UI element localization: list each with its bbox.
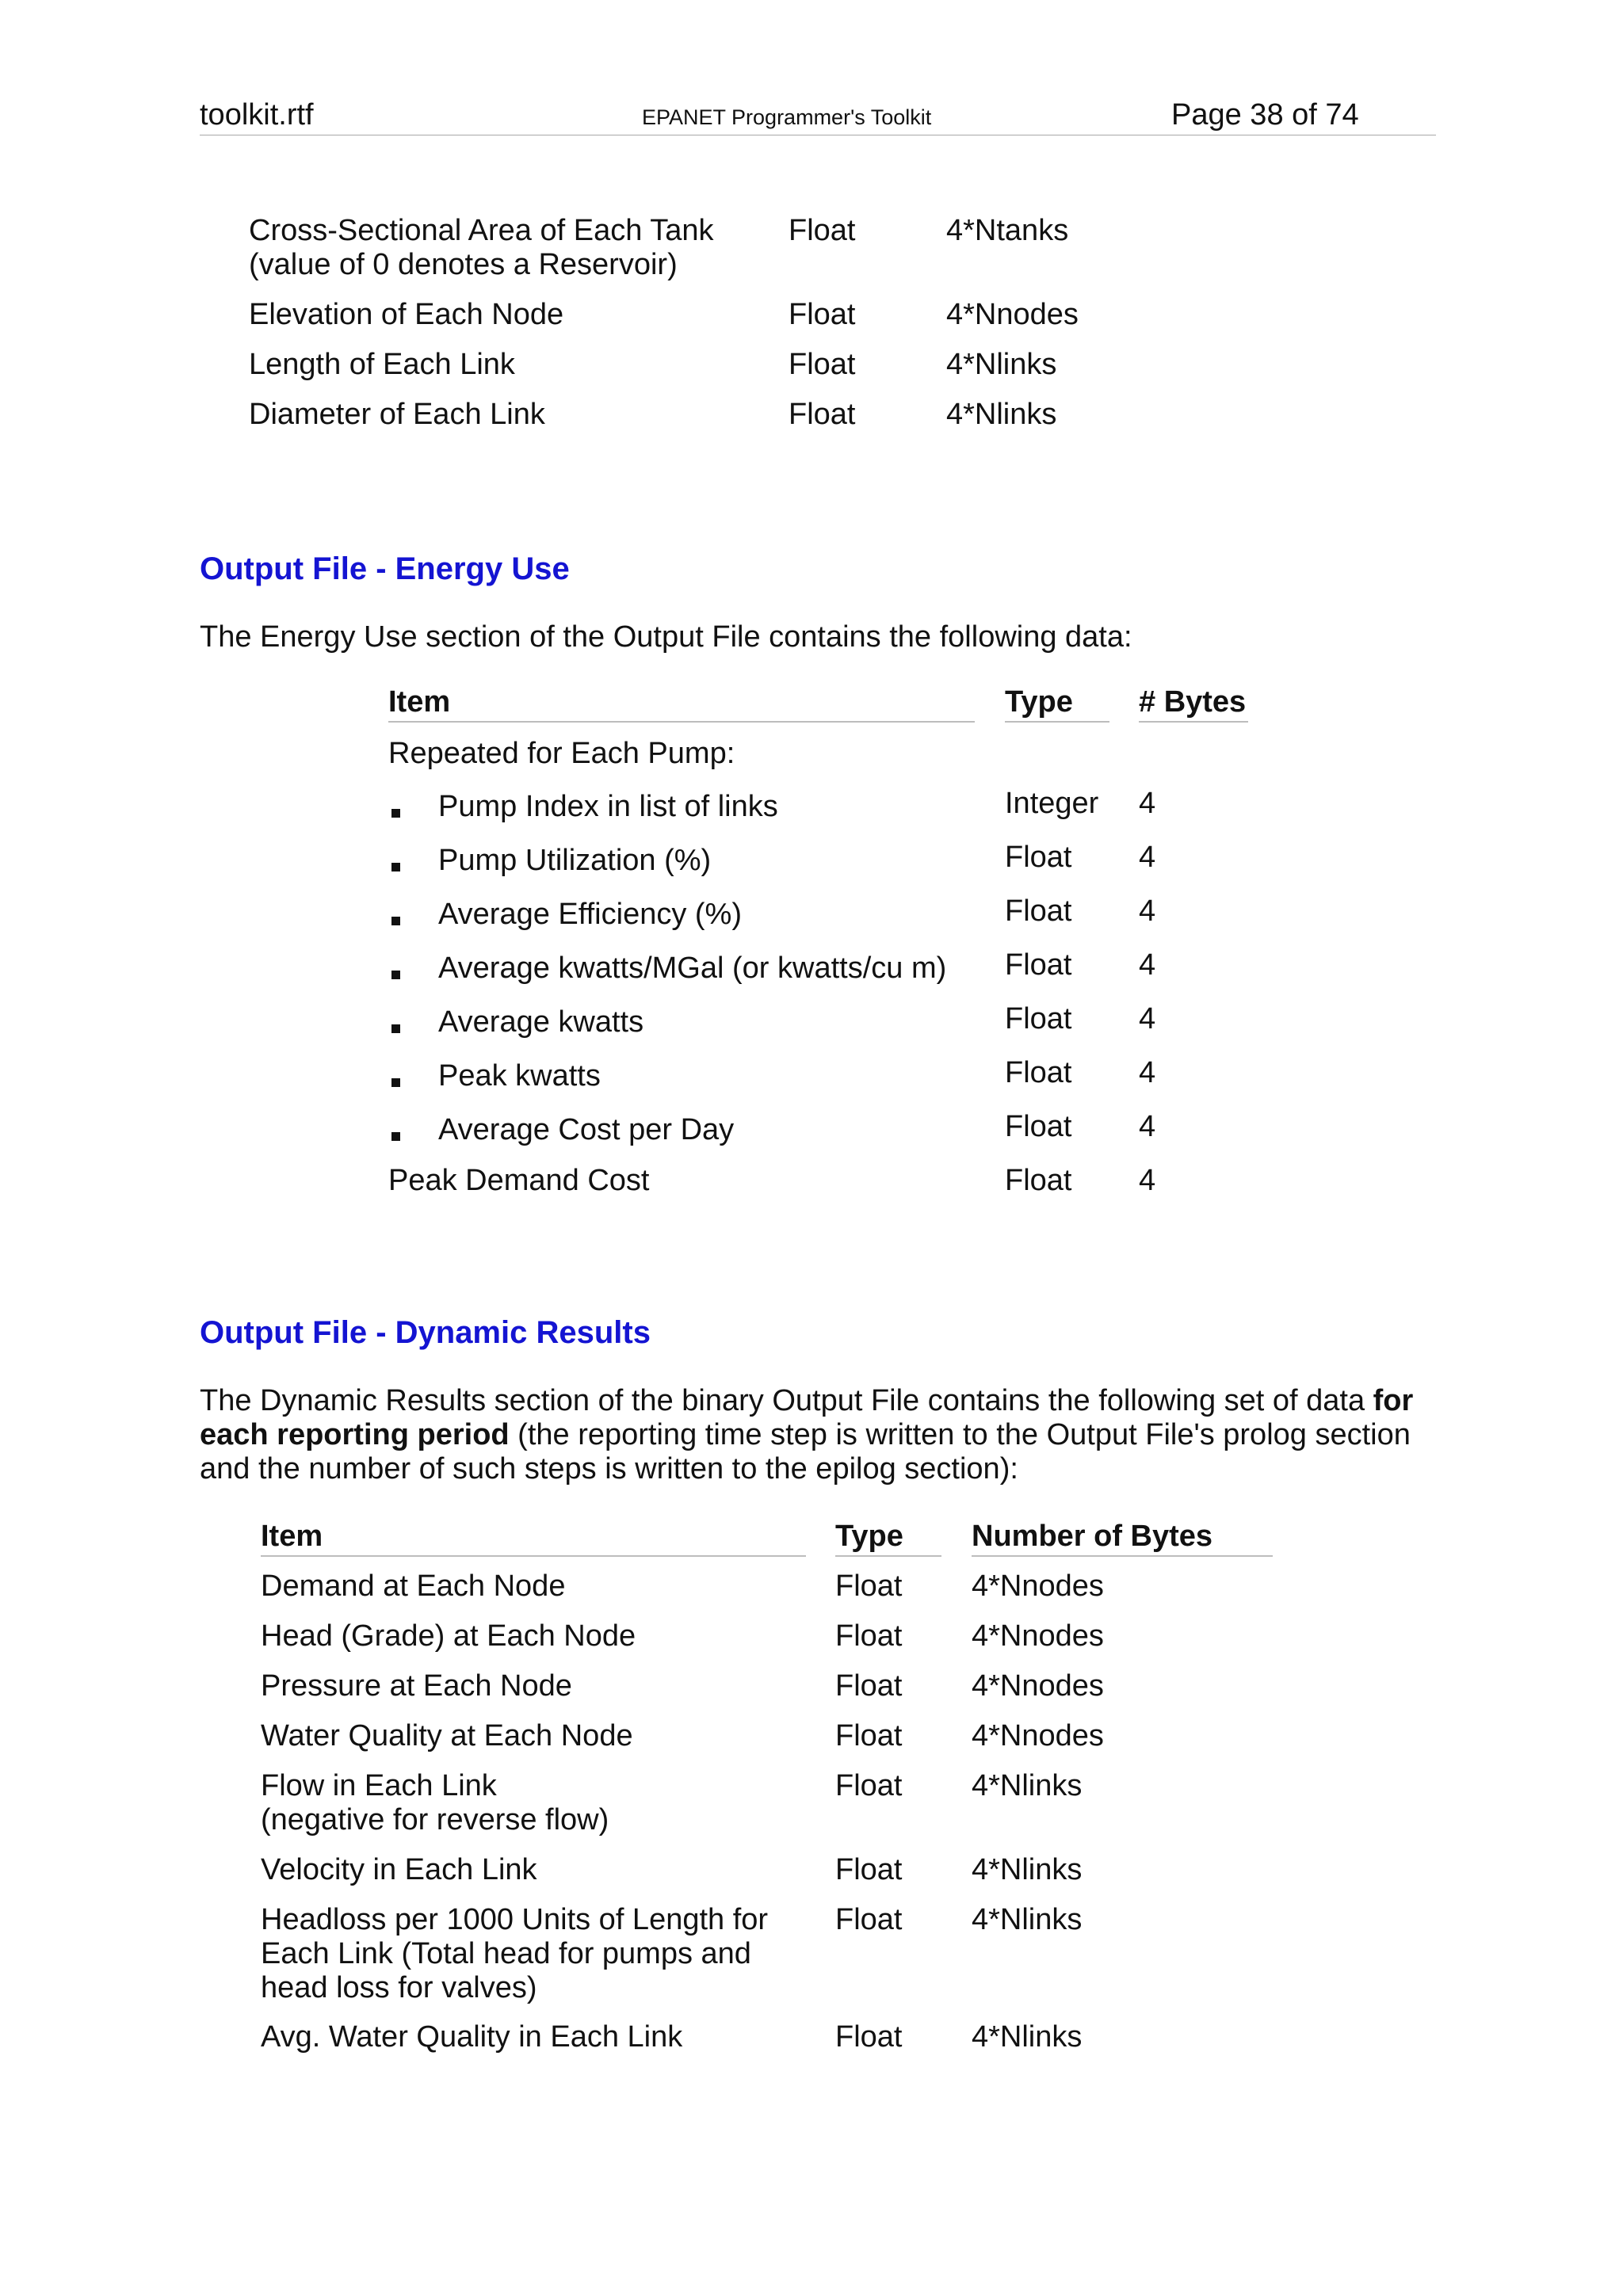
top-row-3-item: Length of Each Link bbox=[249, 348, 515, 381]
energy-intro-text: The Energy Use section of the Output File contains the following data: bbox=[200, 620, 1132, 654]
dyn-row-3-bytes: 4*Nnodes bbox=[972, 1669, 1104, 1703]
dynamic-col-bytes-underline bbox=[972, 1555, 1273, 1557]
top-row-1-item-line-2: (value of 0 denotes a Reservoir) bbox=[249, 248, 678, 281]
pump-row-4-item: Average kwatts/MGal (or kwatts/cu m) bbox=[438, 952, 947, 985]
dyn-row-2-bytes: 4*Nnodes bbox=[972, 1619, 1104, 1653]
dynamic-intro-line-1 bbox=[200, 1384, 1413, 1418]
dyn-row-4-bytes: 4*Nnodes bbox=[972, 1719, 1104, 1753]
pump-row-7-type: Float bbox=[1005, 1110, 1072, 1143]
bullet-icon bbox=[391, 971, 400, 979]
dyn-row-7-type: Float bbox=[835, 1903, 903, 1936]
dyn-row-7-item-line-2: Each Link (Total head for pumps and bbox=[261, 1937, 751, 1970]
dyn-row-3-item: Pressure at Each Node bbox=[261, 1669, 572, 1703]
energy-col-bytes-underline bbox=[1139, 721, 1248, 723]
bullet-icon bbox=[391, 1078, 400, 1087]
pump-row-5-type: Float bbox=[1005, 1002, 1072, 1035]
dyn-row-8-type: Float bbox=[835, 2020, 903, 2054]
dyn-row-6-type: Float bbox=[835, 1853, 903, 1886]
top-row-1-bytes: 4*Ntanks bbox=[946, 214, 1069, 247]
bullet-icon bbox=[391, 917, 400, 925]
top-row-4-bytes: 4*Nlinks bbox=[946, 398, 1057, 431]
top-row-2-item: Elevation of Each Node bbox=[249, 298, 564, 331]
dynamic-section-heading: Output File - Dynamic Results bbox=[200, 1315, 651, 1350]
bullet-icon bbox=[391, 809, 400, 818]
bullet-icon bbox=[391, 863, 400, 871]
dynamic-intro-line-2-text: (the reporting time step is written to the Output File's prolog section bbox=[509, 1418, 1411, 1451]
dynamic-intro-line-2 bbox=[200, 1418, 1411, 1452]
pump-row-3-item: Average Efficiency (%) bbox=[438, 898, 742, 931]
dyn-row-7-bytes: 4*Nlinks bbox=[972, 1903, 1083, 1936]
energy-col-item-underline bbox=[388, 721, 975, 723]
top-row-3-type: Float bbox=[789, 348, 856, 381]
dynamic-intro-line-2-bold: each reporting period bbox=[200, 1418, 510, 1451]
pump-row-6-item: Peak kwatts bbox=[438, 1059, 601, 1093]
pump-row-6-bytes: 4 bbox=[1139, 1056, 1156, 1089]
header-filename: toolkit.rtf bbox=[200, 98, 314, 132]
top-row-4-type: Float bbox=[789, 398, 856, 431]
dyn-row-1-item: Demand at Each Node bbox=[261, 1569, 566, 1603]
dynamic-col-bytes: Number of Bytes bbox=[972, 1520, 1213, 1553]
pump-row-4-bytes: 4 bbox=[1139, 948, 1156, 982]
dyn-row-1-type: Float bbox=[835, 1569, 903, 1603]
energy-col-type-underline bbox=[1005, 721, 1109, 723]
pump-row-6-type: Float bbox=[1005, 1056, 1072, 1089]
energy-col-bytes: # Bytes bbox=[1139, 685, 1247, 719]
energy-section-heading: Output File - Energy Use bbox=[200, 551, 570, 586]
energy-final-row-item: Peak Demand Cost bbox=[388, 1164, 650, 1197]
dynamic-col-item-underline bbox=[261, 1555, 806, 1557]
pump-row-2-bytes: 4 bbox=[1139, 841, 1156, 874]
dyn-row-2-item: Head (Grade) at Each Node bbox=[261, 1619, 636, 1653]
pump-row-4-type: Float bbox=[1005, 948, 1072, 982]
dyn-row-7-item-line-3: head loss for valves) bbox=[261, 1971, 537, 2004]
pump-row-3-type: Float bbox=[1005, 894, 1072, 928]
energy-col-item: Item bbox=[388, 685, 451, 719]
pump-row-2-item: Pump Utilization (%) bbox=[438, 844, 712, 877]
top-row-1-type: Float bbox=[789, 214, 856, 247]
bullet-icon bbox=[391, 1024, 400, 1033]
dyn-row-4-type: Float bbox=[835, 1719, 903, 1753]
dynamic-col-item: Item bbox=[261, 1520, 323, 1553]
pump-row-7-bytes: 4 bbox=[1139, 1110, 1156, 1143]
pump-row-7-item: Average Cost per Day bbox=[438, 1113, 735, 1146]
pump-row-1-type: Integer bbox=[1005, 787, 1099, 820]
dynamic-col-type-underline bbox=[835, 1555, 941, 1557]
top-row-4-item: Diameter of Each Link bbox=[249, 398, 545, 431]
dynamic-intro-line-1-bold: for bbox=[1373, 1384, 1414, 1417]
energy-group-label: Repeated for Each Pump: bbox=[388, 737, 735, 770]
dyn-row-3-type: Float bbox=[835, 1669, 903, 1703]
pump-row-5-bytes: 4 bbox=[1139, 1002, 1156, 1035]
dyn-row-5-item-line-1: Flow in Each Link bbox=[261, 1769, 497, 1802]
dyn-row-2-type: Float bbox=[835, 1619, 903, 1653]
top-row-3-bytes: 4*Nlinks bbox=[946, 348, 1057, 381]
header-page-number: Page 38 of 74 bbox=[1171, 98, 1359, 132]
pump-row-2-type: Float bbox=[1005, 841, 1072, 874]
top-row-1-item-line-1: Cross-Sectional Area of Each Tank bbox=[249, 214, 714, 247]
dyn-row-5-bytes: 4*Nlinks bbox=[972, 1769, 1083, 1802]
header-doc-title: EPANET Programmer's Toolkit bbox=[642, 105, 932, 129]
dynamic-intro-line-1-text: The Dynamic Results section of the binary Output File contains the following set of data bbox=[200, 1384, 1373, 1417]
energy-col-type: Type bbox=[1005, 685, 1073, 719]
pump-row-5-item: Average kwatts bbox=[438, 1005, 644, 1039]
energy-final-row-bytes: 4 bbox=[1139, 1164, 1156, 1197]
pump-row-3-bytes: 4 bbox=[1139, 894, 1156, 928]
pump-row-1-item: Pump Index in list of links bbox=[438, 790, 778, 823]
dyn-row-8-bytes: 4*Nlinks bbox=[972, 2020, 1083, 2054]
dynamic-col-type: Type bbox=[835, 1520, 903, 1553]
dyn-row-7-item-line-1: Headloss per 1000 Units of Length for bbox=[261, 1903, 769, 1936]
dyn-row-4-item: Water Quality at Each Node bbox=[261, 1719, 633, 1753]
bullet-icon bbox=[391, 1132, 400, 1141]
top-row-2-bytes: 4*Nnodes bbox=[946, 298, 1079, 331]
pump-row-1-bytes: 4 bbox=[1139, 787, 1156, 820]
top-row-2-type: Float bbox=[789, 298, 856, 331]
dyn-row-1-bytes: 4*Nnodes bbox=[972, 1569, 1104, 1603]
dyn-row-6-item: Velocity in Each Link bbox=[261, 1853, 537, 1886]
dynamic-intro-line-3: and the number of such steps is written to the epilog section): bbox=[200, 1452, 1018, 1486]
energy-final-row-type: Float bbox=[1005, 1164, 1072, 1197]
dyn-row-5-type: Float bbox=[835, 1769, 903, 1802]
dyn-row-5-item-line-2: (negative for reverse flow) bbox=[261, 1803, 609, 1836]
dyn-row-8-item: Avg. Water Quality in Each Link bbox=[261, 2020, 683, 2054]
dyn-row-6-bytes: 4*Nlinks bbox=[972, 1853, 1083, 1886]
